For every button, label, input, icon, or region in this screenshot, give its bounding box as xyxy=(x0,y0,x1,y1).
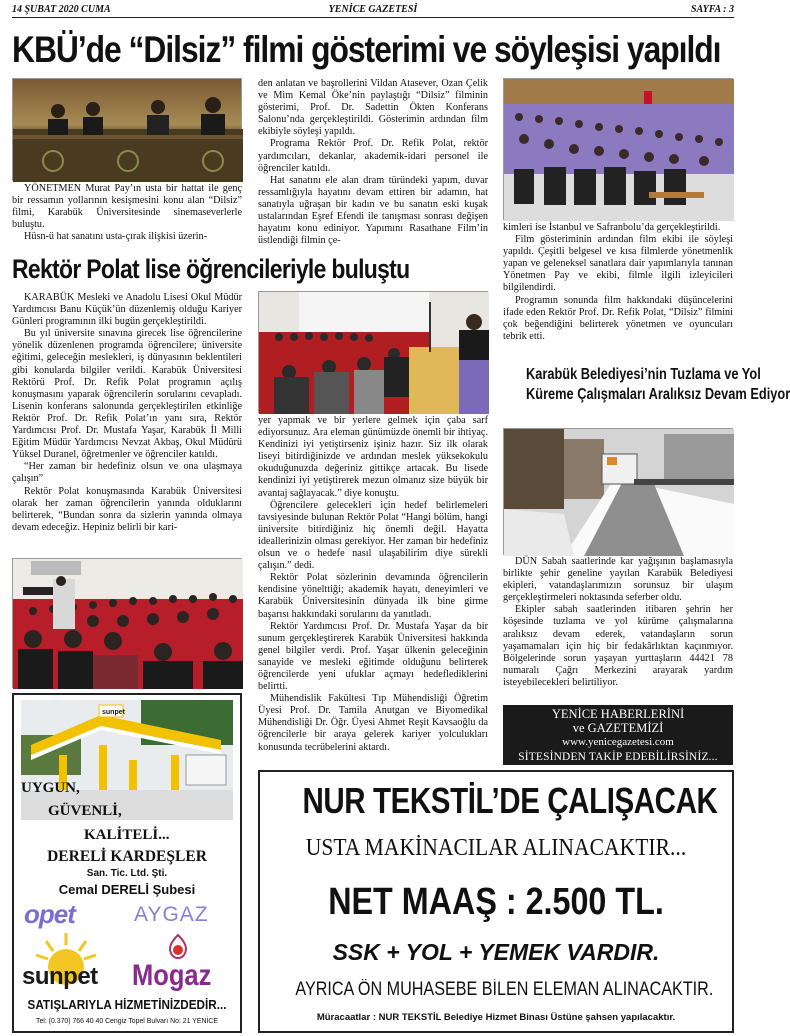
website-promo-box xyxy=(503,705,733,765)
mogaz-mascot-icon xyxy=(166,933,190,959)
article2-col2-p2: Öğrencilere gelecekleri için hedef belirlemeleri tavsiyesinde bulunan Rektör Polat “Hangi bölüm, hangi üniversite bitirdiğiniz hiç önemli değil. Hayatta ideallerinizin olması gerekiyor. Her zaman bir hedefiniz olsun ve o hedefe nasıl ulaşabilirim diye sürekli çalışın.” dedi. xyxy=(258,499,488,572)
company-name: DERELİ KARDEŞLER xyxy=(47,848,207,865)
article3-p2: Ekipler sabah saatlerinden itibaren şehrin her köşesinde tuzlama ve yol kürüme çalışmalarına aralıksız devam ederek, vatandaşların sorun yaşamamaları için hiç bir fedakârlıktan kaçınmıyor. Bölgelerinde sorun yaşayan yurttaşların 44421 78 numaralı Çağrı Merkezini arayarak yardım isteyebilecekleri belirtiliyor. xyxy=(503,604,733,688)
students-photo-image xyxy=(13,559,243,689)
page-number: SAYFA : 3 xyxy=(691,4,734,15)
panel-photo-image xyxy=(13,79,243,182)
article2-col1-p4: Rektör Polat konuşmasında Karabük Üniversitesi olarak her zaman öğrencilerin yanında olduklarını belirterek, “Bundan sonra da sizlerin yanında olmaya devam edeceğiz. Hepiniz belirli bir kari- xyxy=(12,485,242,533)
conference-photo-image xyxy=(259,292,489,414)
article1-column2 xyxy=(258,78,488,247)
article1-col2-p2: Programa Rektör Prof. Dr. Refik Polat, rektör yardımcıları, dekanlar, akademik-idari personel ile öğrenciler katıldı. xyxy=(258,138,488,174)
article2-column1 xyxy=(12,292,242,534)
promo-line2: ve GAZETEMİZİ xyxy=(572,721,664,735)
article3-p1: DÜN Sabah saatlerinde kar yağışının başlamasıyla birlikte şehir geneline yayılan Karabük Belediyesi ekipleri, vatandaşlarımızın sorunsuz bir ulaşım gerçekleştirmeleri noktasında seferber oldu. xyxy=(503,556,733,604)
nur-application: Müracaatlar : NUR TEKSTİL Belediye Hizmet Binası Üstüne şahsen yapılacaktır. xyxy=(316,1012,676,1023)
gas-station-photo xyxy=(21,700,233,820)
service-text: SATIŞLARIYLA HİZMETİNİZDEDİR... xyxy=(27,997,227,1012)
slogan-guvenli: GÜVENLİ, xyxy=(48,803,122,819)
nur-benefits: SSK + YOL + YEMEK VARDIR. xyxy=(332,939,660,965)
article2-headline: Rektör Polat lise öğrencileriyle buluştu xyxy=(12,254,410,284)
article2-col1-p1: KARABÜK Mesleki ve Anadolu Lisesi Okul Müdür Yardımcısı Banu Küçük’ün düzenlemiş olduğu Kariyer Günleri programının ilki bugün gerçekleştirildi. xyxy=(12,292,242,328)
article1-col3-p2: Film gösteriminin ardından film ekibi ile söyleşi yapıldı. Çeşitli belgesel ve kısa filmlerde yönetmenlik yapan ve geleneksel sanatlara dair yapımlarıyla tanınan Yönetmen Pay ve ekibi, filmle ilgili izleyicileri bilgilendirdi. xyxy=(503,234,733,294)
article2-col2-p5: Mühendislik Fakültesi Tıp Mühendisliği Öğretim Üyesi Prof. Dr. Tamila Anutgan ve Biyomedikal Mühendisliği Dr. Öğr. Üyesi Ahmet Reşit Kavsaoğlu da öğrencilerle bir araya gelerek kariyer yolculukları konusunda tecrübelerini aktardı. xyxy=(258,693,488,753)
aygaz-logo: AYGAZ xyxy=(134,903,209,926)
nur-subheadline: USTA MAKİNACILAR ALINACAKTIR... xyxy=(305,835,687,861)
article3-body xyxy=(503,556,733,689)
promo-line1: YENİCE HABERLERİNİ xyxy=(551,707,685,721)
article1-col3-p1: kimleri ise İstanbul ve Safranbolu’da gerçekleştirildi. xyxy=(503,222,721,233)
article1-photo-audience xyxy=(503,78,733,220)
page-header xyxy=(12,2,734,18)
article1-col1-p1: YÖNETMEN Murat Pay’ın usta bir hattat ile genç bir ressamın yollarının kesişmesini konu alan “Dilsiz” filmi, Karabük Üniversitesinde sinemaseverlerle buluştu. xyxy=(12,183,242,231)
article1-photo-panel xyxy=(12,78,242,181)
sunpet-sun-icon xyxy=(36,933,96,967)
article3-headline-line2: Küreme Çalışmaları Aralıksız Devam Ediyor xyxy=(526,386,790,403)
article2-col2-p3: Rektör Polat sözlerinin devamında öğrencilerin kendisine yönelttiği; akademik hayatı, deneyimleri ve Karabük Üniversitesinin dünyada ilk bine girme başarısı hakkındaki sorularını da yanıtladı. xyxy=(258,572,488,620)
nur-headline: NUR TEKSTİL’DE ÇALIŞACAK xyxy=(302,780,718,821)
article1-col3-p3: Programın sonunda film hakkındaki düşüncelerini ifade eden Rektör Prof. Dr. Refik Polat, “Dilsiz” filmini çok beğendiğini belirterek yönetmen ve oyuncuları tebrik etti. xyxy=(503,294,733,342)
article2-col1-p3: “Her zaman bir hedefiniz olsun ve ona ulaşmaya çalışın” xyxy=(12,461,242,485)
article2-photo-students xyxy=(12,558,242,688)
paper-name: YENİCE GAZETESİ xyxy=(328,4,418,15)
article1-column3 xyxy=(503,222,733,343)
article3-photo-snow xyxy=(503,428,733,555)
audience-photo-image xyxy=(504,79,734,221)
article2-photo-conference xyxy=(258,291,488,413)
article1-col2-p3: Hat sanatını ele alan dram türündeki yapım, duvar ressamlığıyla hayatını devam ettiren bir adamın, hat sanatıyla uğraşan bir kadın ve bu sanatın eski kuşak ustalarından Eşref Efendi ile tanışması sonrası değişen hayatını konu ediniyor. Yapımını Rasathane Film’in üstlendiği filmin çe- xyxy=(258,174,488,247)
article2-column2 xyxy=(258,415,488,754)
article1-column1 xyxy=(12,183,242,243)
sunpet-sign-text: sunpet xyxy=(102,709,125,716)
gas-station-image xyxy=(21,700,233,820)
mogaz-logo: Mogaz xyxy=(132,959,212,992)
slogan-kaliteli: KALİTELİ... xyxy=(84,827,170,843)
article1-headline: KBÜ’de “Dilsiz” filmi gösterimi ve söyleşisi yapıldı xyxy=(12,29,721,70)
issue-date: 14 ŞUBAT 2020 CUMA xyxy=(12,4,111,15)
promo-line4: SİTESİNDEN TAKİP EDEBİLİRSİNİZ... xyxy=(518,749,718,763)
website-link[interactable]: www.yenicegazetesi.com xyxy=(562,736,674,748)
nur-salary: NET MAAŞ : 2.500 TL. xyxy=(328,881,664,923)
slogan-uygun: UYGUN, xyxy=(21,780,80,796)
branch-name: Cemal DERELİ Şubesi xyxy=(58,882,196,897)
snow-photo-image xyxy=(504,429,734,556)
article2-col1-p2: Bu yıl üniversite sınavına girecek lise öğrencilerine yönelik düzenlenen programda öğrencilere; üniversite eğitimi, geleceğin meslekleri, iş dünyasının beklentileri gibi konularda bilgiler verildi. Karabük Üniversitesi Rektörü Prof. Dr. Refik Polat programın açılış konuşmasını yaparak öğrencilerin sorularını cevapladı. Lisenin konferans salonunda gerçekleştirilen etkinliğe Rektör Prof. Dr. Refik Polat’ın yanı sıra, Rektör Yardımcısı Prof. Dr. Mustafa Yaşar, Karabük İl Milli Eğitim Müdür Yardımcısı Nevzat Akbaş, Okul Müdürü Yüksel Duranel, öğretmenler ve öğrenciler katıldı. xyxy=(12,328,242,461)
article2-col2-p4: Rektör Yardımcısı Prof. Dr. Mustafa Yaşar da bir sunum gerçekleştirerek Karabük Üniversitesi hakkında genel bilgiler verdi. Prof. Yaşar ülkenin geleceğinin sanayide ve mesleki eğitimde olduğunu belirterek öğrencilerde yeni ufuklar açmayı hedeflediklerini belirtti. xyxy=(258,620,488,693)
article1-col1-p2: Hüsn-ü hat sanatını usta-çırak ilişkisi üzerin- xyxy=(24,231,208,243)
article2-col2-p1: yer yapmak ve bir yerlere gelmek için çaba sarf ediyorsunuz. Ara eleman günümüzde önemli bir ihtiyaç. Kendinizi iyi yetiştirseniz işiniz hazır. Siz ilk olarak liseyi bitirdiğinizde ve ardından meslek yüksekokulu okuduğunuzda değeriniz gittikçe artacak. Bu lisede kendinizi iyi yetiştirerek mezun olmanız size büyük bir avantaj sağlayacak.” diye konuştu. xyxy=(258,415,488,499)
opet-logo: opet xyxy=(24,899,75,929)
article3-headline-line1: Karabük Belediyesi’nin Tuzlama ve Yol xyxy=(526,366,761,383)
nur-accounting: AYRICA ÖN MUHASEBE BİLEN ELEMAN ALINACAKTIR. xyxy=(295,979,714,1000)
sunpet-logo: sunpet xyxy=(22,963,98,990)
nur-tekstil-ad xyxy=(258,770,734,1033)
dereli-ad xyxy=(12,693,242,1033)
contact-info: Tel: (0.370) 766 40 40 Cengiz Topel Bulvarı No: 21 YENİCE xyxy=(36,1016,218,1025)
article3-headline xyxy=(503,365,790,405)
article1-col2-p1: den anlatan ve başrollerini Vildan Atasever, Ozan Çelik ve Mim Kemal Öke’nin paylaştığı “Dilsiz” filminin gösterimi, Prof. Dr. Sadettin Ökten Konferans Salonu’nda gerçekleştirildi. Gösterimin ardından film ekibiyle söyleşi yapıldı. xyxy=(258,78,488,138)
company-type: San. Tic. Ltd. Şti. xyxy=(86,868,168,879)
